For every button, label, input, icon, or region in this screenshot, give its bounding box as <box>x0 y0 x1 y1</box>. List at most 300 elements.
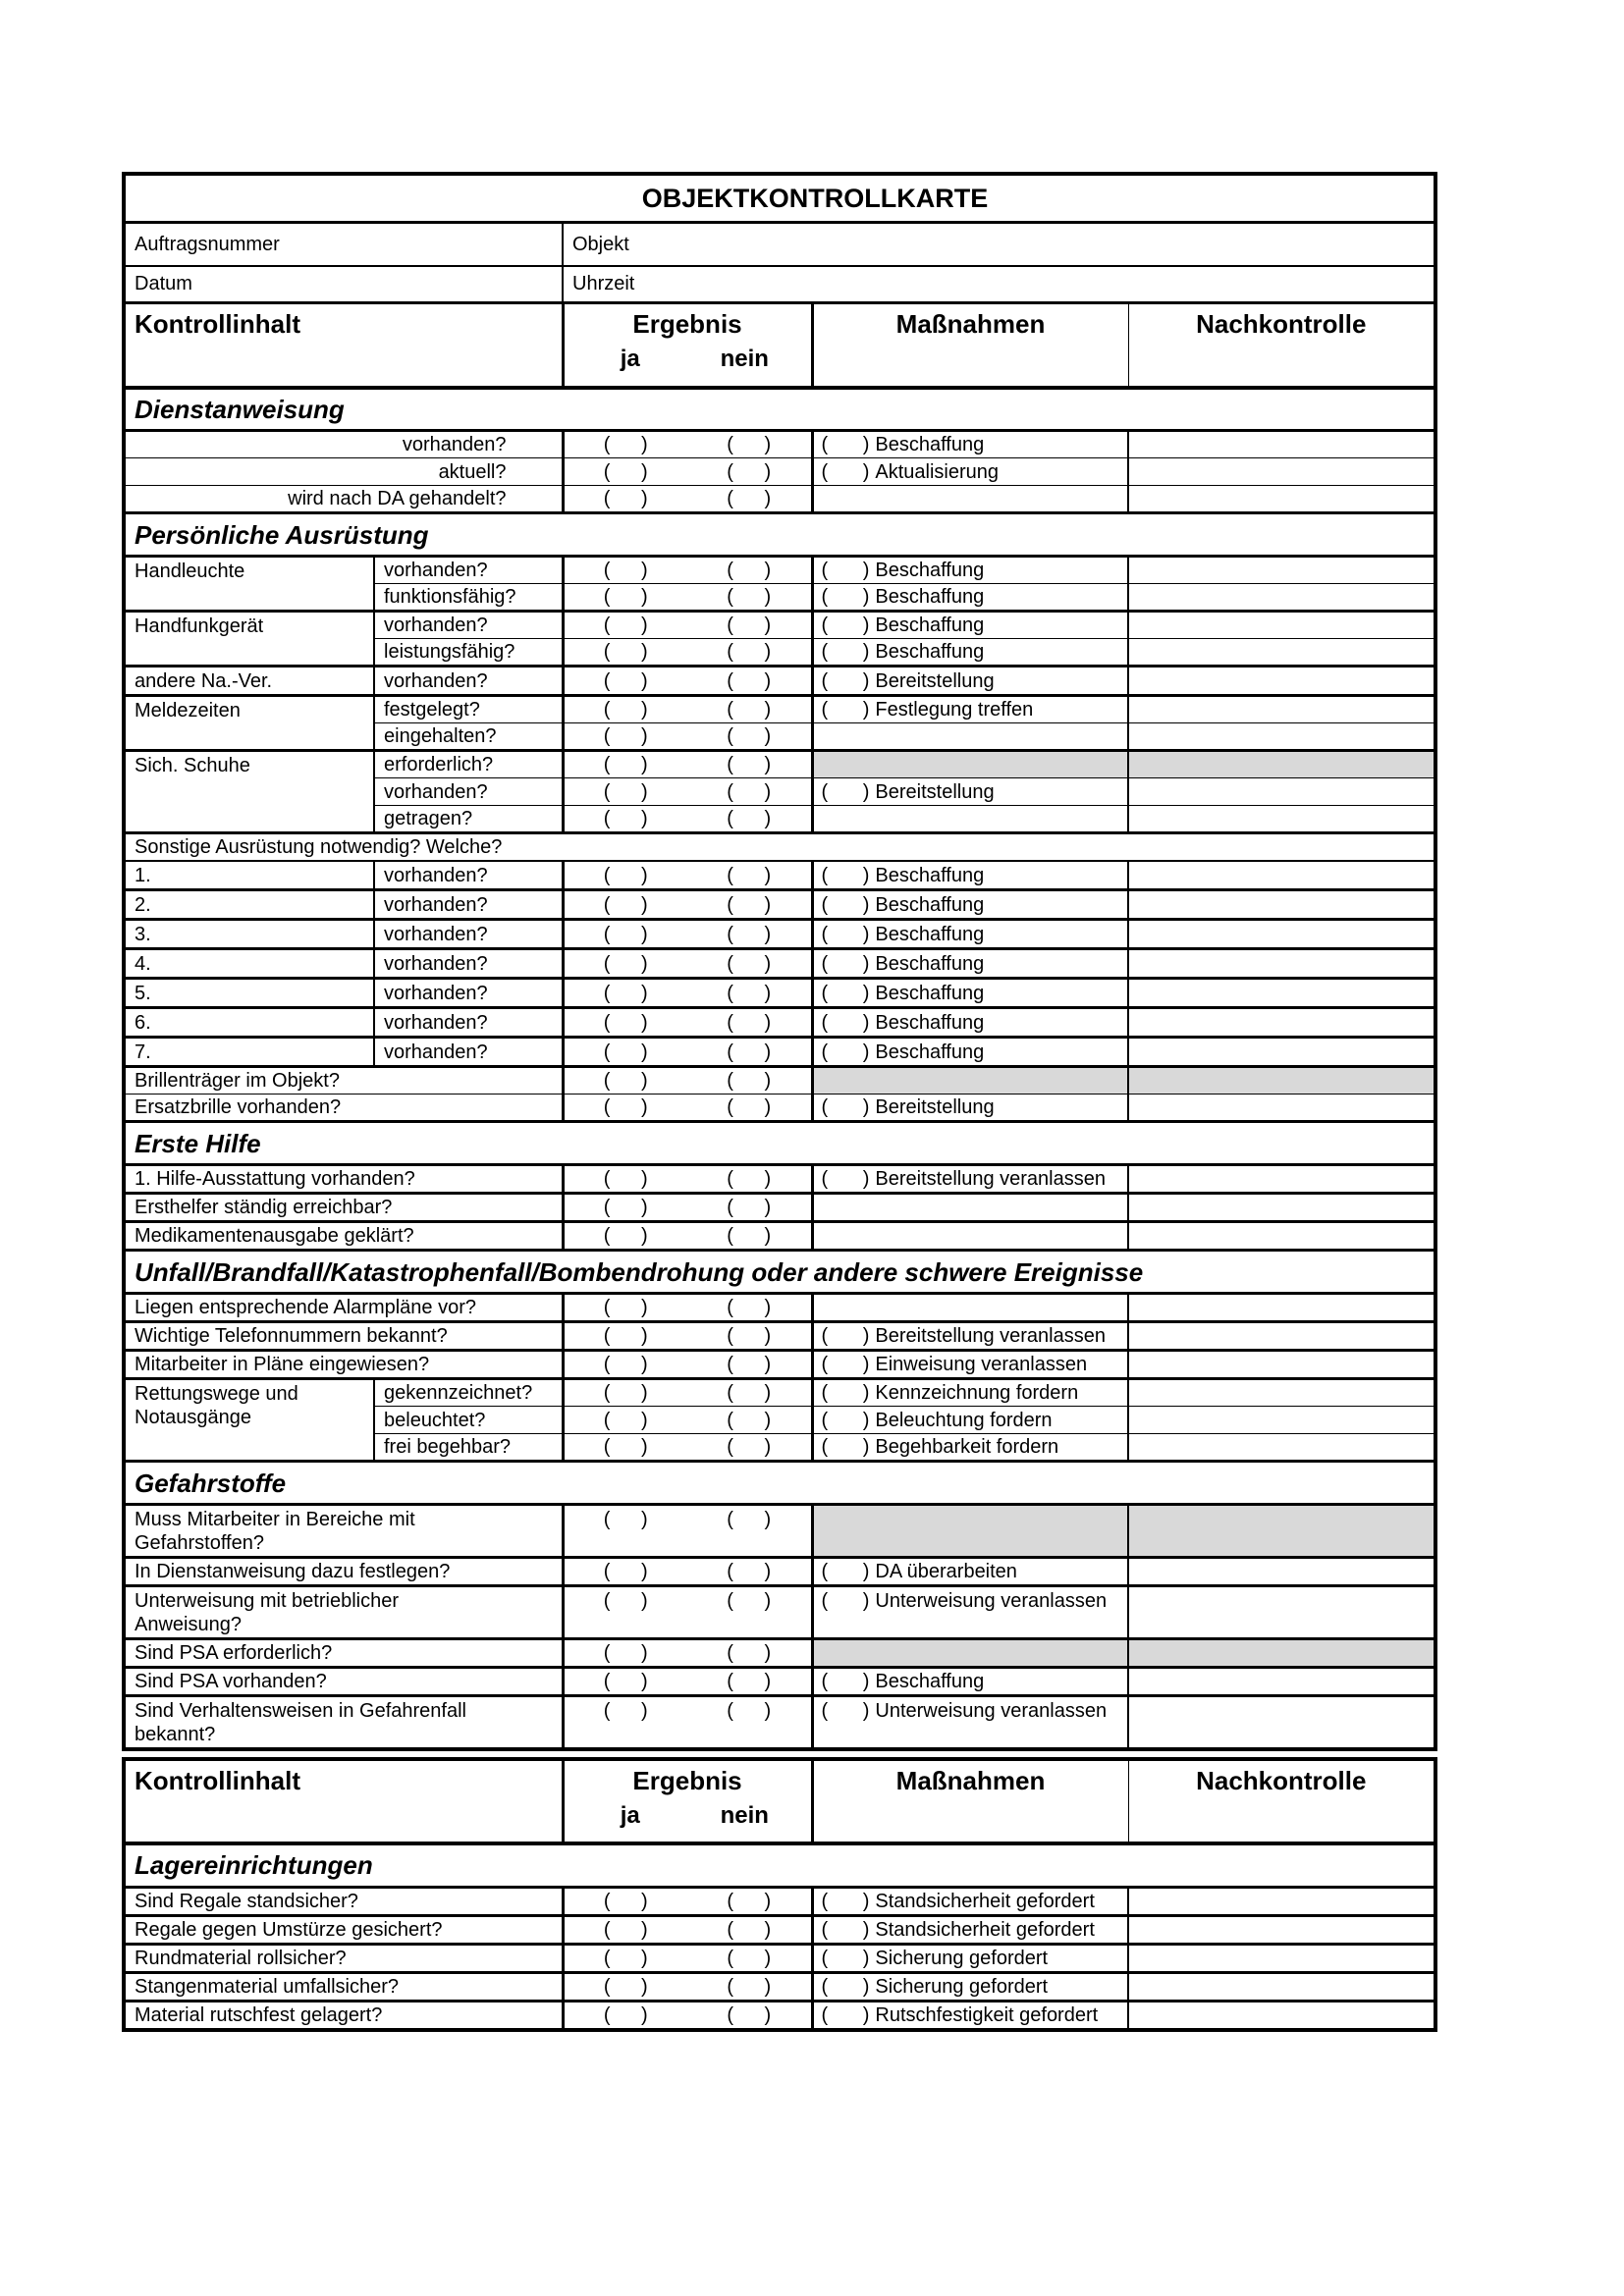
nachkontrolle-cell[interactable] <box>1128 1322 1435 1351</box>
ergebnis-nein-cell[interactable] <box>687 1505 812 1558</box>
ergebnis-ja-cell[interactable] <box>563 806 687 833</box>
ergebnis-ja-cell[interactable] <box>563 1379 687 1407</box>
nachkontrolle-cell[interactable] <box>1128 1944 1435 1972</box>
ergebnis-nein-cell[interactable] <box>687 1294 812 1322</box>
ergebnis-ja-cell[interactable] <box>563 612 687 639</box>
checkbox-massnahme[interactable]: ( ) <box>821 434 870 455</box>
checkbox-ja[interactable]: ( ) <box>603 982 648 1004</box>
ergebnis-ja-cell[interactable] <box>563 486 687 513</box>
ergebnis-nein-cell[interactable] <box>687 1668 812 1696</box>
checkbox-nein[interactable]: ( ) <box>727 1561 772 1582</box>
massnahme-cell[interactable] <box>812 890 1128 920</box>
checkbox-ja[interactable]: ( ) <box>603 1096 648 1118</box>
checkbox-nein[interactable]: ( ) <box>727 488 772 509</box>
checkbox-ja[interactable]: ( ) <box>603 699 648 721</box>
nachkontrolle-cell[interactable] <box>1128 920 1435 949</box>
ergebnis-ja-cell[interactable] <box>563 1586 687 1639</box>
ergebnis-ja-cell[interactable] <box>563 979 687 1008</box>
ergebnis-nein-cell[interactable] <box>687 1972 812 2001</box>
ergebnis-ja-cell[interactable] <box>563 1505 687 1558</box>
checkbox-nein[interactable]: ( ) <box>727 1409 772 1431</box>
massnahme-cell[interactable] <box>812 949 1128 979</box>
ergebnis-ja-cell[interactable] <box>563 1434 687 1462</box>
ergebnis-nein-cell[interactable] <box>687 1639 812 1668</box>
checkbox-massnahme[interactable]: ( ) <box>821 1561 870 1582</box>
checkbox-nein[interactable]: ( ) <box>727 1325 772 1347</box>
auftragsnummer-label: Auftragsnummer <box>135 233 280 255</box>
massnahme-cell[interactable] <box>812 1558 1128 1586</box>
nachkontrolle-cell[interactable] <box>1128 667 1435 696</box>
checkbox-massnahme[interactable]: ( ) <box>821 2003 870 2026</box>
checkbox-massnahme[interactable]: ( ) <box>821 1590 870 1612</box>
massnahme-cell[interactable] <box>812 486 1128 513</box>
ergebnis-nein-cell[interactable] <box>687 1434 812 1462</box>
checkbox-massnahme[interactable]: ( ) <box>821 1975 870 1998</box>
checkbox-nein[interactable]: ( ) <box>727 560 772 581</box>
ergebnis-ja-cell[interactable] <box>563 1322 687 1351</box>
objektkontrollkarte-table-2 <box>122 1757 1437 2032</box>
checkbox-massnahme[interactable]: ( ) <box>821 1011 870 1034</box>
ergebnis-ja-cell[interactable] <box>563 1639 687 1668</box>
checkbox-ja[interactable]: ( ) <box>603 1325 648 1347</box>
ergebnis-ja-cell[interactable] <box>563 751 687 778</box>
massnahme-cell[interactable] <box>812 612 1128 639</box>
checkbox-ja[interactable]: ( ) <box>603 923 648 945</box>
checkbox-ja[interactable]: ( ) <box>603 1671 648 1692</box>
nachkontrolle-cell[interactable] <box>1128 696 1435 723</box>
checkbox-nein[interactable]: ( ) <box>727 1890 772 1912</box>
massnahme-cell[interactable] <box>812 1586 1128 1639</box>
ergebnis-nein-cell[interactable] <box>687 1194 812 1222</box>
checkbox-massnahme[interactable]: ( ) <box>821 1890 870 1912</box>
ergebnis-ja-cell[interactable] <box>563 1915 687 1944</box>
checkbox-ja[interactable]: ( ) <box>603 641 648 663</box>
col-kontrollinhalt: Kontrollinhalt <box>124 303 563 388</box>
checkbox-massnahme[interactable]: ( ) <box>821 780 870 803</box>
full-row-label: Sonstige Ausrüstung notwendig? Welche? <box>124 833 1435 862</box>
checkbox-ja[interactable]: ( ) <box>603 754 648 775</box>
ergebnis-nein-cell[interactable] <box>687 1379 812 1407</box>
ergebnis-ja-cell[interactable] <box>563 949 687 979</box>
checkbox-massnahme[interactable]: ( ) <box>821 1409 870 1431</box>
checkbox-nein[interactable]: ( ) <box>727 1509 772 1530</box>
section-row <box>124 1122 1435 1165</box>
ergebnis-ja-cell[interactable] <box>563 584 687 612</box>
ergebnis-ja-cell[interactable] <box>563 1668 687 1696</box>
ergebnis-nein-cell[interactable] <box>687 1322 812 1351</box>
massnahme-cell[interactable] <box>812 1407 1128 1434</box>
nachkontrolle-cell[interactable] <box>1128 584 1435 612</box>
ergebnis-nein-cell[interactable] <box>687 949 812 979</box>
checkbox-ja[interactable]: ( ) <box>603 1975 648 1998</box>
nachkontrolle-cell[interactable] <box>1128 557 1435 584</box>
objekt-field[interactable] <box>563 223 1435 266</box>
ergebnis-nein-cell[interactable] <box>687 1095 812 1122</box>
nachkontrolle-cell[interactable] <box>1128 806 1435 833</box>
ergebnis-ja-cell[interactable] <box>563 1887 687 1915</box>
ergebnis-nein-cell[interactable] <box>687 1887 812 1915</box>
massnahme-cell[interactable] <box>812 639 1128 667</box>
checkbox-ja[interactable]: ( ) <box>603 1947 648 1969</box>
ergebnis-nein-cell[interactable] <box>687 1008 812 1038</box>
massnahme-cell <box>812 1067 1128 1095</box>
ergebnis-nein-cell[interactable] <box>687 612 812 639</box>
checkbox-nein[interactable]: ( ) <box>727 780 772 803</box>
nachkontrolle-cell[interactable] <box>1128 639 1435 667</box>
ergebnis-nein-cell[interactable] <box>687 696 812 723</box>
massnahme-cell[interactable] <box>812 1222 1128 1251</box>
massnahme-cell[interactable] <box>812 667 1128 696</box>
massnahme-cell[interactable] <box>812 1972 1128 2001</box>
massnahme-cell[interactable] <box>812 1322 1128 1351</box>
checkbox-massnahme[interactable]: ( ) <box>821 982 870 1004</box>
table-row <box>124 557 1435 584</box>
massnahme-cell[interactable] <box>812 1165 1128 1194</box>
checkbox-nein[interactable]: ( ) <box>727 1354 772 1375</box>
checkbox-nein[interactable]: ( ) <box>727 1671 772 1692</box>
ergebnis-nein-cell[interactable] <box>687 1222 812 1251</box>
ergebnis-ja-cell[interactable] <box>563 1351 687 1379</box>
nachkontrolle-cell[interactable] <box>1128 1194 1435 1222</box>
massnahme-cell[interactable] <box>812 557 1128 584</box>
checkbox-ja[interactable]: ( ) <box>603 1041 648 1063</box>
checkbox-nein[interactable]: ( ) <box>727 641 772 663</box>
checkbox-nein[interactable]: ( ) <box>727 669 772 692</box>
checkbox-ja[interactable]: ( ) <box>603 1382 648 1404</box>
ergebnis-nein-cell[interactable] <box>687 1067 812 1095</box>
nachkontrolle-cell[interactable] <box>1128 1222 1435 1251</box>
checkbox-nein[interactable]: ( ) <box>727 1700 772 1722</box>
checkbox-ja[interactable]: ( ) <box>603 1890 648 1912</box>
checkbox-nein[interactable]: ( ) <box>727 1041 772 1063</box>
ergebnis-nein-cell[interactable] <box>687 890 812 920</box>
ergebnis-ja-cell[interactable] <box>563 1972 687 2001</box>
ergebnis-nein-cell[interactable] <box>687 1944 812 1972</box>
ergebnis-ja-cell[interactable] <box>563 890 687 920</box>
ja-nein-subheader <box>573 1804 802 1828</box>
ergebnis-ja-cell[interactable] <box>563 667 687 696</box>
ergebnis-nein-cell[interactable] <box>687 667 812 696</box>
nachkontrolle-cell[interactable] <box>1128 1379 1435 1407</box>
table-row <box>124 1067 1435 1095</box>
nachkontrolle-cell[interactable] <box>1128 1915 1435 1944</box>
ergebnis-nein-cell[interactable] <box>687 806 812 833</box>
checkbox-nein[interactable]: ( ) <box>727 1642 772 1664</box>
ergebnis-ja-cell[interactable] <box>563 723 687 751</box>
checkbox-nein[interactable]: ( ) <box>727 1297 772 1318</box>
ergebnis-ja-cell[interactable] <box>563 920 687 949</box>
massnahme-cell[interactable] <box>812 1038 1128 1067</box>
checkbox-ja[interactable]: ( ) <box>603 1168 648 1190</box>
nachkontrolle-cell[interactable] <box>1128 486 1435 513</box>
checkbox-massnahme[interactable]: ( ) <box>821 1700 870 1722</box>
checkbox-nein[interactable]: ( ) <box>727 1096 772 1118</box>
checkbox-nein[interactable]: ( ) <box>727 1590 772 1612</box>
ergebnis-nein-cell[interactable] <box>687 920 812 949</box>
question-label: Muss Mitarbeiter in Bereiche mit Gefahrstoffen? <box>124 1505 563 1558</box>
checkbox-ja[interactable]: ( ) <box>603 1700 648 1722</box>
ergebnis-nein-cell[interactable] <box>687 557 812 584</box>
nachkontrolle-cell[interactable] <box>1128 890 1435 920</box>
checkbox-massnahme[interactable]: ( ) <box>821 1096 870 1118</box>
ergebnis-nein-cell[interactable] <box>687 861 812 890</box>
massnahme-cell[interactable] <box>812 1887 1128 1915</box>
section-row <box>124 1251 1435 1294</box>
ergebnis-ja-cell[interactable] <box>563 1194 687 1222</box>
checkbox-massnahme[interactable]: ( ) <box>821 641 870 663</box>
checkbox-nein[interactable]: ( ) <box>727 1975 772 1998</box>
massnahme-cell[interactable] <box>812 723 1128 751</box>
checkbox-massnahme[interactable]: ( ) <box>821 864 870 886</box>
nachkontrolle-cell[interactable] <box>1128 1351 1435 1379</box>
checkbox-massnahme[interactable]: ( ) <box>821 1354 870 1375</box>
ergebnis-ja-cell[interactable] <box>563 1038 687 1067</box>
ergebnis-nein-cell[interactable] <box>687 431 812 458</box>
nachkontrolle-cell[interactable] <box>1128 1696 1435 1750</box>
checkbox-massnahme[interactable]: ( ) <box>821 1041 870 1063</box>
checkbox-massnahme[interactable]: ( ) <box>821 560 870 581</box>
massnahme-cell[interactable] <box>812 1668 1128 1696</box>
checkbox-ja[interactable]: ( ) <box>603 586 648 608</box>
checkbox-nein[interactable]: ( ) <box>727 952 772 975</box>
ergebnis-ja-cell[interactable] <box>563 1222 687 1251</box>
massnahme-cell[interactable] <box>812 1351 1128 1379</box>
massnahme-cell[interactable] <box>812 1379 1128 1407</box>
col-nachkontrolle: Nachkontrolle <box>1128 1759 1435 1843</box>
ergebnis-nein-cell[interactable] <box>687 639 812 667</box>
checkbox-nein[interactable]: ( ) <box>727 699 772 721</box>
ja-nein-subheader <box>573 347 802 371</box>
checkbox-nein[interactable]: ( ) <box>727 460 772 483</box>
nachkontrolle-cell[interactable] <box>1128 1434 1435 1462</box>
table-row <box>124 861 1435 890</box>
massnahme-cell[interactable] <box>812 431 1128 458</box>
checkbox-nein[interactable]: ( ) <box>727 754 772 775</box>
nachkontrolle-cell[interactable] <box>1128 612 1435 639</box>
checkbox-massnahme[interactable]: ( ) <box>821 1671 870 1692</box>
checkbox-ja[interactable]: ( ) <box>603 808 648 829</box>
ergebnis-nein-cell[interactable] <box>687 1586 812 1639</box>
ergebnis-ja-cell[interactable] <box>563 1294 687 1322</box>
checkbox-ja[interactable]: ( ) <box>603 893 648 916</box>
nachkontrolle-cell[interactable] <box>1128 1668 1435 1696</box>
ergebnis-nein-cell[interactable] <box>687 979 812 1008</box>
checkbox-massnahme[interactable]: ( ) <box>821 1325 870 1347</box>
nachkontrolle-cell[interactable] <box>1128 1038 1435 1067</box>
checkbox-massnahme[interactable]: ( ) <box>821 923 870 945</box>
ergebnis-nein-cell[interactable] <box>687 1696 812 1750</box>
checkbox-ja[interactable]: ( ) <box>603 952 648 975</box>
checkbox-nein[interactable]: ( ) <box>727 1168 772 1190</box>
checkbox-nein[interactable]: ( ) <box>727 982 772 1004</box>
checkbox-nein[interactable]: ( ) <box>727 893 772 916</box>
checkbox-nein[interactable]: ( ) <box>727 586 772 608</box>
massnahme-cell[interactable] <box>812 806 1128 833</box>
checkbox-nein[interactable]: ( ) <box>727 1225 772 1247</box>
checkbox-nein[interactable]: ( ) <box>727 1436 772 1458</box>
nachkontrolle-cell[interactable] <box>1128 1972 1435 2001</box>
checkbox-nein[interactable]: ( ) <box>727 1070 772 1092</box>
checkbox-ja[interactable]: ( ) <box>603 669 648 692</box>
checkbox-nein[interactable]: ( ) <box>727 1197 772 1218</box>
checkbox-massnahme[interactable]: ( ) <box>821 460 870 483</box>
checkbox-ja[interactable]: ( ) <box>603 725 648 747</box>
checkbox-ja[interactable]: ( ) <box>603 1436 648 1458</box>
ergebnis-nein-cell[interactable] <box>687 1915 812 1944</box>
nachkontrolle-cell[interactable] <box>1128 1586 1435 1639</box>
checkbox-massnahme[interactable]: ( ) <box>821 699 870 721</box>
nachkontrolle-cell[interactable] <box>1128 949 1435 979</box>
checkbox-massnahme[interactable]: ( ) <box>821 614 870 636</box>
massnahme-cell[interactable] <box>812 1915 1128 1944</box>
nachkontrolle-cell[interactable] <box>1128 1887 1435 1915</box>
checkbox-nein[interactable]: ( ) <box>727 923 772 945</box>
checkbox-ja[interactable]: ( ) <box>603 1918 648 1941</box>
ergebnis-nein-cell[interactable] <box>687 778 812 806</box>
checkbox-nein[interactable]: ( ) <box>727 725 772 747</box>
checkbox-ja[interactable]: ( ) <box>603 780 648 803</box>
ergebnis-ja-cell[interactable] <box>563 1165 687 1194</box>
massnahme-cell[interactable] <box>812 696 1128 723</box>
massnahme-cell[interactable] <box>812 1194 1128 1222</box>
nachkontrolle-cell[interactable] <box>1128 2001 1435 2030</box>
checkbox-massnahme[interactable]: ( ) <box>821 1382 870 1404</box>
nachkontrolle-cell[interactable] <box>1128 1095 1435 1122</box>
massnahme-cell[interactable] <box>812 2001 1128 2030</box>
ergebnis-ja-cell[interactable] <box>563 1696 687 1750</box>
checkbox-ja[interactable]: ( ) <box>603 614 648 636</box>
column-header-row <box>124 303 1435 388</box>
checkbox-ja[interactable]: ( ) <box>603 1197 648 1218</box>
ergebnis-nein-cell[interactable] <box>687 723 812 751</box>
ergebnis-nein-cell[interactable] <box>687 1407 812 1434</box>
ergebnis-nein-cell[interactable] <box>687 584 812 612</box>
massnahme-cell[interactable] <box>812 1095 1128 1122</box>
checkbox-ja[interactable]: ( ) <box>603 1409 648 1431</box>
massnahme-cell[interactable] <box>812 1008 1128 1038</box>
massnahme-cell[interactable] <box>812 861 1128 890</box>
checkbox-ja[interactable]: ( ) <box>603 560 648 581</box>
ergebnis-nein-cell[interactable] <box>687 1558 812 1586</box>
massnahme-cell[interactable] <box>812 1294 1128 1322</box>
massnahme-cell[interactable] <box>812 1944 1128 1972</box>
nachkontrolle-cell[interactable] <box>1128 458 1435 486</box>
table-row <box>124 1351 1435 1379</box>
checkbox-nein[interactable]: ( ) <box>727 1918 772 1941</box>
checkbox-ja[interactable]: ( ) <box>603 434 648 455</box>
checkbox-nein[interactable]: ( ) <box>727 2003 772 2026</box>
ergebnis-ja-cell[interactable] <box>563 2001 687 2030</box>
massnahme-cell[interactable] <box>812 458 1128 486</box>
checkbox-ja[interactable]: ( ) <box>603 1354 648 1375</box>
ergebnis-ja-cell[interactable] <box>563 1095 687 1122</box>
checkbox-ja[interactable]: ( ) <box>603 1642 648 1664</box>
ergebnis-ja-cell[interactable] <box>563 1008 687 1038</box>
ergebnis-nein-cell[interactable] <box>687 751 812 778</box>
ergebnis-ja-cell[interactable] <box>563 861 687 890</box>
ergebnis-nein-cell[interactable] <box>687 1351 812 1379</box>
nachkontrolle-cell[interactable] <box>1128 1294 1435 1322</box>
nachkontrolle-cell[interactable] <box>1128 1008 1435 1038</box>
ergebnis-ja-cell[interactable] <box>563 1407 687 1434</box>
nachkontrolle-cell[interactable] <box>1128 778 1435 806</box>
ergebnis-nein-cell[interactable] <box>687 1038 812 1067</box>
ergebnis-ja-cell[interactable] <box>563 1944 687 1972</box>
ergebnis-ja-cell[interactable] <box>563 639 687 667</box>
checkbox-ja[interactable]: ( ) <box>603 488 648 509</box>
datum-field[interactable] <box>124 266 563 303</box>
nachkontrolle-cell[interactable] <box>1128 1165 1435 1194</box>
checkbox-ja[interactable]: ( ) <box>603 1011 648 1034</box>
checkbox-nein[interactable]: ( ) <box>727 1011 772 1034</box>
checkbox-ja[interactable]: ( ) <box>603 1590 648 1612</box>
checkbox-massnahme[interactable]: ( ) <box>821 1947 870 1969</box>
ergebnis-nein-cell[interactable] <box>687 2001 812 2030</box>
checkbox-ja[interactable]: ( ) <box>603 1225 648 1247</box>
massnahme-label: Beschaffung <box>875 1041 985 1063</box>
checkbox-ja[interactable]: ( ) <box>603 1561 648 1582</box>
checkbox-nein[interactable]: ( ) <box>727 614 772 636</box>
ergebnis-nein-cell[interactable] <box>687 458 812 486</box>
massnahme-cell[interactable] <box>812 979 1128 1008</box>
checkbox-ja[interactable]: ( ) <box>603 1297 648 1318</box>
checkbox-ja[interactable]: ( ) <box>603 2003 648 2026</box>
nachkontrolle-cell[interactable] <box>1128 723 1435 751</box>
checkbox-massnahme[interactable]: ( ) <box>821 1918 870 1941</box>
checkbox-nein[interactable]: ( ) <box>727 1382 772 1404</box>
auftragsnummer-field[interactable] <box>124 223 563 266</box>
checkbox-nein[interactable]: ( ) <box>727 434 772 455</box>
nachkontrolle-cell[interactable] <box>1128 861 1435 890</box>
ergebnis-nein-cell[interactable] <box>687 1165 812 1194</box>
checkbox-ja[interactable]: ( ) <box>603 864 648 886</box>
ergebnis-ja-cell[interactable] <box>563 696 687 723</box>
ergebnis-ja-cell[interactable] <box>563 1067 687 1095</box>
massnahme-cell[interactable] <box>812 1696 1128 1750</box>
question-label: Unterweisung mit betrieblicher Anweisung? <box>124 1586 563 1639</box>
checkbox-ja[interactable]: ( ) <box>603 1509 648 1530</box>
checkbox-massnahme[interactable]: ( ) <box>821 1436 870 1458</box>
ergebnis-ja-cell[interactable] <box>563 557 687 584</box>
ergebnis-ja-cell[interactable] <box>563 1558 687 1586</box>
nachkontrolle-cell[interactable] <box>1128 1407 1435 1434</box>
uhrzeit-field[interactable] <box>563 266 1435 303</box>
table-row <box>124 833 1435 862</box>
ergebnis-nein-cell[interactable] <box>687 486 812 513</box>
massnahme-cell[interactable] <box>812 1434 1128 1462</box>
checkbox-nein[interactable]: ( ) <box>727 1947 772 1969</box>
checkbox-ja[interactable]: ( ) <box>603 1070 648 1092</box>
massnahme-cell[interactable] <box>812 584 1128 612</box>
checkbox-ja[interactable]: ( ) <box>603 460 648 483</box>
nachkontrolle-cell[interactable] <box>1128 1558 1435 1586</box>
massnahme-cell[interactable] <box>812 920 1128 949</box>
checkbox-nein[interactable]: ( ) <box>727 864 772 886</box>
section-row <box>124 513 1435 557</box>
ergebnis-ja-cell[interactable] <box>563 458 687 486</box>
checkbox-massnahme[interactable]: ( ) <box>821 669 870 692</box>
checkbox-massnahme[interactable]: ( ) <box>821 893 870 916</box>
checkbox-nein[interactable]: ( ) <box>727 808 772 829</box>
checkbox-massnahme[interactable]: ( ) <box>821 1168 870 1190</box>
massnahme-cell[interactable] <box>812 778 1128 806</box>
ergebnis-ja-cell[interactable] <box>563 431 687 458</box>
checkbox-massnahme[interactable]: ( ) <box>821 952 870 975</box>
nachkontrolle-cell[interactable] <box>1128 979 1435 1008</box>
ergebnis-ja-cell[interactable] <box>563 778 687 806</box>
nachkontrolle-cell[interactable] <box>1128 431 1435 458</box>
checkbox-massnahme[interactable]: ( ) <box>821 586 870 608</box>
